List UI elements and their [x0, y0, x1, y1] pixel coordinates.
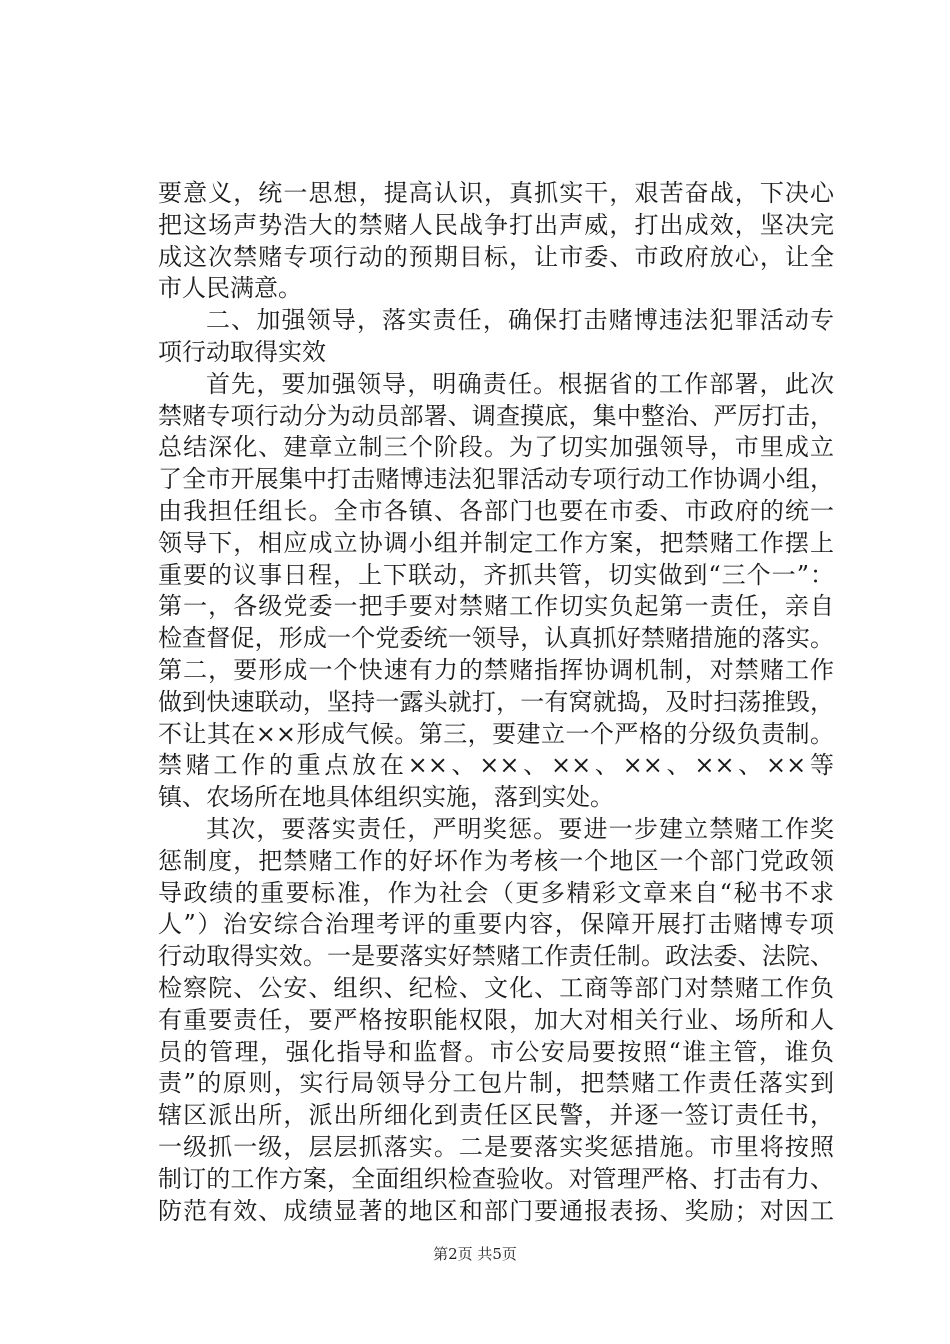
text-line: 责”的原则，实行局领导分工包片制，把禁赌工作责任落实到	[158, 1069, 834, 1098]
document-body	[158, 178, 834, 1227]
text-line: 员的管理，强化指导和监督。市公安局要按照“谁主管，谁负	[158, 1037, 834, 1066]
text-line: 市人民满意。	[158, 274, 302, 303]
text-line: 由我担任组长。全市各镇、各部门也要在市委、市政府的统一	[158, 496, 834, 525]
text-line: 防范有效、成绩显著的地区和部门要通报表扬、奖励；对因工	[158, 1196, 834, 1225]
text-line: 把这场声势浩大的禁赌人民战争打出声威，打出成效，坚决完	[158, 210, 834, 239]
text-line: 二、加强领导，落实责任，确保打击赌博违法犯罪活动专	[206, 306, 834, 335]
text-line: 了全市开展集中打击赌博违法犯罪活动专项行动工作协调小组，	[158, 465, 834, 494]
text-line: 检查督促，形成一个党委统一领导，认真抓好禁赌措施的落实。	[158, 624, 834, 653]
text-line: 总结深化、建章立制三个阶段。为了切实加强领导，市里成立	[158, 433, 834, 462]
text-line: 领导下，相应成立协调小组并制定工作方案，把禁赌工作摆上	[158, 528, 834, 557]
text-line: 重要的议事日程，上下联动，齐抓共管，切实做到“三个一”：	[158, 560, 834, 589]
text-line: 检察院、公安、组织、纪检、文化、工商等部门对禁赌工作负	[158, 973, 834, 1002]
text-line: 人”）治安综合治理考评的重要内容，保障开展打击赌博专项	[158, 910, 834, 939]
text-line: 导政绩的重要标准，作为社会（更多精彩文章来自“秘书不求	[158, 878, 834, 907]
text-line: 有重要责任，要严格按职能权限，加大对相关行业、场所和人	[158, 1005, 834, 1034]
text-line: 其次，要落实责任，严明奖惩。要进一步建立禁赌工作奖	[206, 814, 834, 843]
text-line: 成这次禁赌专项行动的预期目标，让市委、市政府放心，让全	[158, 242, 834, 271]
text-line: 禁赌专项行动分为动员部署、调查摸底，集中整治、严厉打击，	[158, 401, 834, 430]
text-line: 首先，要加强领导，明确责任。根据省的工作部署，此次	[206, 369, 834, 398]
text-line: 第二，要形成一个快速有力的禁赌指挥协调机制，对禁赌工作	[158, 655, 834, 684]
text-line: 一级抓一级，层层抓落实。二是要落实奖惩措施。市里将按照	[158, 1132, 834, 1161]
text-line: 惩制度，把禁赌工作的好坏作为考核一个地区一个部门党政领	[158, 846, 834, 875]
text-line: 要意义，统一思想，提高认识，真抓实干，艰苦奋战，下决心	[158, 179, 834, 207]
text-line: 辖区派出所，派出所细化到责任区民警，并逐一签订责任书，	[158, 1101, 834, 1130]
text-line: 行动取得实效。一是要落实好禁赌工作责任制。政法委、法院、	[158, 942, 834, 971]
page-footer: 第2页 共5页	[433, 1245, 517, 1263]
text-line: 不让其在××形成气候。第三，要建立一个严格的分级负责制。	[158, 719, 834, 748]
text-line: 做到快速联动，坚持一露头就打，一有窝就捣，及时扫荡推毁，	[158, 687, 834, 716]
text-line: 第一，各级党委一把手要对禁赌工作切实负起第一责任，亲自	[158, 592, 834, 621]
text-line: 制订的工作方案，全面组织检查验收。对管理严格、打击有力、	[158, 1164, 834, 1193]
text-line: 禁赌工作的重点放在××、××、××、××、××、××等	[158, 751, 834, 780]
text-line: 项行动取得实效	[158, 337, 326, 366]
text-line: 镇、农场所在地具体组织实施，落到实处。	[158, 783, 614, 812]
